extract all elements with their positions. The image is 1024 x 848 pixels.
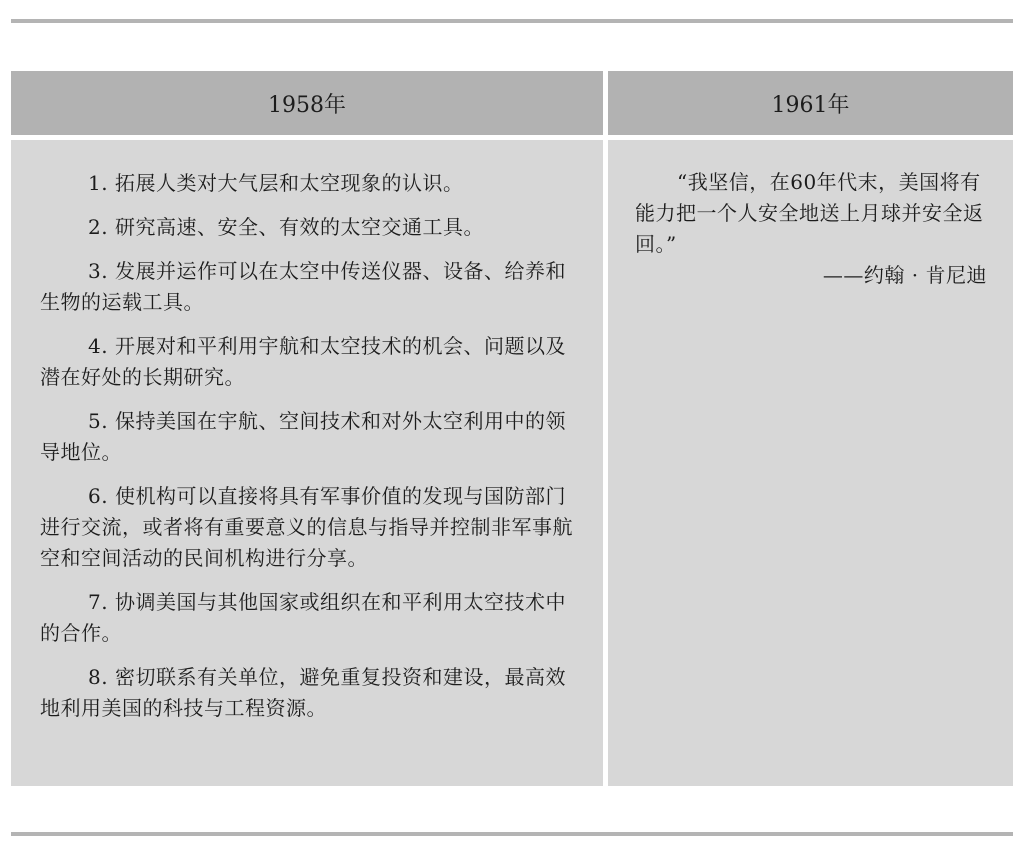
quote-attribution: ——约翰 · 肯尼迪 [822,263,987,287]
top-rule [11,19,1013,23]
kennedy-quote: “我坚信，在60年代末，美国将有能力把一个人安全地送上月球并安全返回。” [635,170,984,256]
goal-item: 1. 拓展人类对大气层和太空现象的认识。 [88,171,464,195]
goal-item: 6. 使机构可以直接将具有军事价值的发现与国防部门进行交流，或者将有重要意义的信息与指导并控制非军事航空和空间活动的民间机构进行分享。 [40,484,573,570]
header-1958 [11,71,603,135]
goal-item: 5. 保持美国在宇航、空间技术和对外太空利用中的领导地位。 [40,409,566,464]
goals-1958-cell [11,140,603,786]
header-1958-label: 1958年 [268,92,346,118]
goal-item: 7. 协调美国与其他国家或组织在和平利用太空技术中的合作。 [40,590,566,645]
header-1961 [608,71,1013,135]
header-1961-label: 1961年 [771,92,850,118]
goal-item: 8. 密切联系有关单位，避免重复投资和建设，最高效地利用美国的科技与工程资源。 [40,665,566,720]
comparison-table [11,71,1013,786]
bottom-rule [11,832,1013,836]
goal-item: 4. 开展对和平利用宇航和太空技术的机会、问题以及潜在好处的长期研究。 [40,334,566,389]
goal-item: 3. 发展并运作可以在太空中传送仪器、设备、给养和生物的运载工具。 [40,259,566,314]
quote-1961-cell [608,140,1013,786]
goal-item: 2. 研究高速、安全、有效的太空交通工具。 [88,215,484,239]
